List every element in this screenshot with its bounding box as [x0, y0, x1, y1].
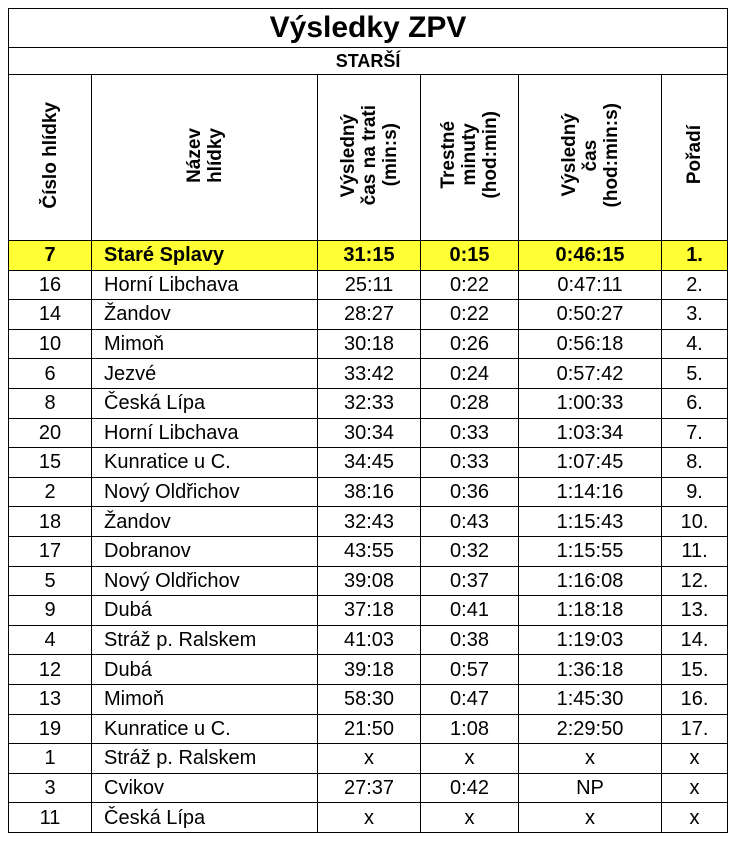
rank-cell: 14. — [662, 625, 728, 655]
result-time-cell: 1:45:30 — [519, 684, 662, 714]
result-time-cell: 0:47:11 — [519, 270, 662, 300]
rank-cell: 1. — [662, 241, 728, 271]
track-time-cell: 37:18 — [318, 596, 421, 626]
table-row — [9, 477, 728, 507]
team-name-cell: Česká Lípa — [92, 388, 318, 418]
header-row — [9, 75, 728, 241]
team-number-cell: 7 — [9, 241, 92, 271]
penalty-cell: 0:43 — [421, 507, 519, 537]
team-name-cell: Staré Splavy — [92, 241, 318, 271]
team-number-cell: 20 — [9, 418, 92, 448]
table-row — [9, 241, 728, 271]
track-time-cell: 41:03 — [318, 625, 421, 655]
team-number-cell: 2 — [9, 477, 92, 507]
result-time-cell: NP — [519, 773, 662, 803]
team-number-cell: 4 — [9, 625, 92, 655]
rank-cell: x — [662, 803, 728, 833]
penalty-cell: 0:38 — [421, 625, 519, 655]
track-time-cell: 39:08 — [318, 566, 421, 596]
team-number-cell: 5 — [9, 566, 92, 596]
rank-cell: 4. — [662, 329, 728, 359]
table-row — [9, 418, 728, 448]
track-time-cell: 58:30 — [318, 684, 421, 714]
rank-cell: 6. — [662, 388, 728, 418]
team-name-cell: Dubá — [92, 596, 318, 626]
rank-cell: 11. — [662, 536, 728, 566]
rank-cell: x — [662, 744, 728, 774]
track-time-cell: 25:11 — [318, 270, 421, 300]
result-time-cell: 1:18:18 — [519, 596, 662, 626]
team-number-cell: 1 — [9, 744, 92, 774]
team-number-cell: 18 — [9, 507, 92, 537]
table-row — [9, 714, 728, 744]
track-time-cell: 34:45 — [318, 448, 421, 478]
track-time-cell: 21:50 — [318, 714, 421, 744]
team-name-cell: Dubá — [92, 655, 318, 685]
team-number-cell: 6 — [9, 359, 92, 389]
penalty-cell: x — [421, 744, 519, 774]
table-row — [9, 773, 728, 803]
penalty-cell: 0:33 — [421, 448, 519, 478]
rank-cell: x — [662, 773, 728, 803]
page-title: Výsledky ZPV — [9, 9, 728, 48]
header-team-name: Název hlídky — [92, 75, 318, 241]
table-row — [9, 625, 728, 655]
team-name-cell: Stráž p. Ralskem — [92, 625, 318, 655]
result-time-cell: 1:07:45 — [519, 448, 662, 478]
table-row — [9, 655, 728, 685]
rank-cell: 16. — [662, 684, 728, 714]
rank-cell: 13. — [662, 596, 728, 626]
result-time-cell: 1:15:55 — [519, 536, 662, 566]
team-name-cell: Stráž p. Ralskem — [92, 744, 318, 774]
team-name-cell: Mimoň — [92, 684, 318, 714]
team-name-cell: Žandov — [92, 507, 318, 537]
table-row — [9, 566, 728, 596]
table-row — [9, 329, 728, 359]
team-number-cell: 19 — [9, 714, 92, 744]
penalty-cell: 0:33 — [421, 418, 519, 448]
table-row — [9, 507, 728, 537]
team-name-cell: Žandov — [92, 300, 318, 330]
rank-cell: 8. — [662, 448, 728, 478]
header-penalty: Trestné minuty (hod:min) — [421, 75, 519, 241]
team-number-cell: 16 — [9, 270, 92, 300]
table-row — [9, 359, 728, 389]
team-name-cell: Česká Lípa — [92, 803, 318, 833]
team-name-cell: Dobranov — [92, 536, 318, 566]
track-time-cell: 33:42 — [318, 359, 421, 389]
results-table — [8, 8, 728, 833]
result-time-cell: 2:29:50 — [519, 714, 662, 744]
team-number-cell: 12 — [9, 655, 92, 685]
team-number-cell: 10 — [9, 329, 92, 359]
penalty-cell: 0:22 — [421, 300, 519, 330]
team-name-cell: Kunratice u C. — [92, 714, 318, 744]
team-name-cell: Kunratice u C. — [92, 448, 318, 478]
team-name-cell: Nový Oldřichov — [92, 566, 318, 596]
team-name-cell: Cvikov — [92, 773, 318, 803]
track-time-cell: 38:16 — [318, 477, 421, 507]
penalty-cell: 0:24 — [421, 359, 519, 389]
result-time-cell: 1:15:43 — [519, 507, 662, 537]
header-track-time: Výsledný čas na trati (min:s) — [318, 75, 421, 241]
results-body — [9, 241, 728, 833]
rank-cell: 10. — [662, 507, 728, 537]
table-row — [9, 270, 728, 300]
team-number-cell: 8 — [9, 388, 92, 418]
track-time-cell: 39:18 — [318, 655, 421, 685]
penalty-cell: 0:15 — [421, 241, 519, 271]
team-number-cell: 11 — [9, 803, 92, 833]
result-time-cell: 1:14:16 — [519, 477, 662, 507]
track-time-cell: x — [318, 803, 421, 833]
rank-cell: 7. — [662, 418, 728, 448]
header-result-time: Výsledný čas (hod:min:s) — [519, 75, 662, 241]
result-time-cell: 0:57:42 — [519, 359, 662, 389]
penalty-cell: x — [421, 803, 519, 833]
rank-cell: 2. — [662, 270, 728, 300]
table-row — [9, 596, 728, 626]
rank-cell: 12. — [662, 566, 728, 596]
penalty-cell: 0:28 — [421, 388, 519, 418]
penalty-cell: 1:08 — [421, 714, 519, 744]
penalty-cell: 0:57 — [421, 655, 519, 685]
rank-cell: 17. — [662, 714, 728, 744]
rank-cell: 5. — [662, 359, 728, 389]
header-team-number: Číslo hlídky — [9, 75, 92, 241]
penalty-cell: 0:42 — [421, 773, 519, 803]
track-time-cell: 32:33 — [318, 388, 421, 418]
penalty-cell: 0:36 — [421, 477, 519, 507]
track-time-cell: 27:37 — [318, 773, 421, 803]
result-time-cell: 1:16:08 — [519, 566, 662, 596]
header-rank: Pořadí — [662, 75, 728, 241]
track-time-cell: x — [318, 744, 421, 774]
table-row — [9, 536, 728, 566]
penalty-cell: 0:41 — [421, 596, 519, 626]
table-row — [9, 744, 728, 774]
track-time-cell: 31:15 — [318, 241, 421, 271]
team-name-cell: Mimoň — [92, 329, 318, 359]
table-row — [9, 448, 728, 478]
track-time-cell: 32:43 — [318, 507, 421, 537]
team-number-cell: 9 — [9, 596, 92, 626]
team-name-cell: Horní Libchava — [92, 418, 318, 448]
team-name-cell: Jezvé — [92, 359, 318, 389]
team-number-cell: 14 — [9, 300, 92, 330]
rank-cell: 15. — [662, 655, 728, 685]
table-row — [9, 803, 728, 833]
result-time-cell: 0:46:15 — [519, 241, 662, 271]
result-time-cell: 0:50:27 — [519, 300, 662, 330]
results-sheet — [8, 8, 727, 833]
result-time-cell: 1:19:03 — [519, 625, 662, 655]
result-time-cell: x — [519, 744, 662, 774]
rank-cell: 9. — [662, 477, 728, 507]
track-time-cell: 28:27 — [318, 300, 421, 330]
rank-cell: 3. — [662, 300, 728, 330]
team-number-cell: 3 — [9, 773, 92, 803]
track-time-cell: 30:34 — [318, 418, 421, 448]
table-row — [9, 684, 728, 714]
result-time-cell: 1:03:34 — [519, 418, 662, 448]
result-time-cell: x — [519, 803, 662, 833]
team-name-cell: Horní Libchava — [92, 270, 318, 300]
penalty-cell: 0:32 — [421, 536, 519, 566]
table-row — [9, 388, 728, 418]
track-time-cell: 30:18 — [318, 329, 421, 359]
category-label: STARŠÍ — [9, 48, 728, 75]
result-time-cell: 1:00:33 — [519, 388, 662, 418]
team-name-cell: Nový Oldřichov — [92, 477, 318, 507]
team-number-cell: 15 — [9, 448, 92, 478]
table-row — [9, 300, 728, 330]
penalty-cell: 0:22 — [421, 270, 519, 300]
track-time-cell: 43:55 — [318, 536, 421, 566]
team-number-cell: 13 — [9, 684, 92, 714]
result-time-cell: 0:56:18 — [519, 329, 662, 359]
penalty-cell: 0:26 — [421, 329, 519, 359]
result-time-cell: 1:36:18 — [519, 655, 662, 685]
team-number-cell: 17 — [9, 536, 92, 566]
penalty-cell: 0:37 — [421, 566, 519, 596]
penalty-cell: 0:47 — [421, 684, 519, 714]
